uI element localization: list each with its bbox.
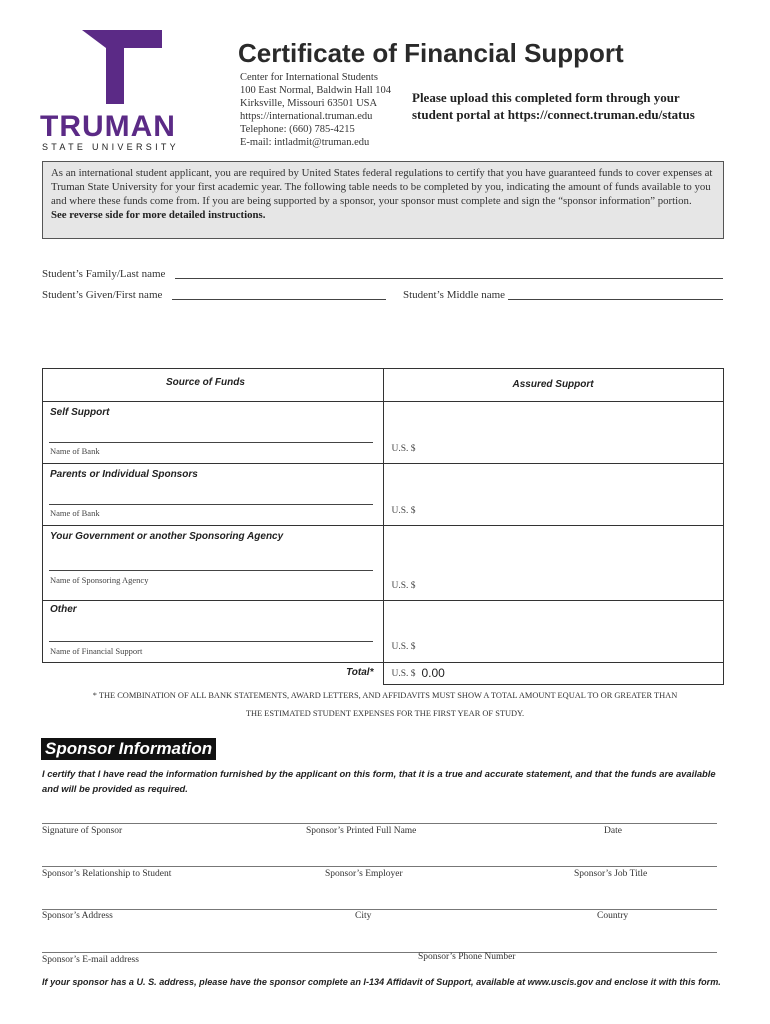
category-label: Other bbox=[50, 604, 77, 615]
logo-wordmark: TRUMAN bbox=[40, 110, 176, 143]
city-label: City bbox=[355, 911, 372, 921]
cert-line: I certify that I have read the information furnished by the applicant on this form, that it is a true and accurate statement, and that the funds are available bbox=[42, 768, 716, 779]
funds-table bbox=[42, 368, 724, 685]
self-support-amount[interactable] bbox=[384, 402, 724, 464]
header-source bbox=[43, 369, 384, 402]
phone-label: Sponsor’s Phone Number bbox=[418, 952, 516, 962]
bank-name-field[interactable] bbox=[49, 504, 373, 505]
financial-support-name-field[interactable] bbox=[49, 641, 373, 642]
cert-line: and will be provided as required. bbox=[42, 783, 188, 794]
note-line: * THE COMBINATION OF ALL BANK STATEMENTS, AWARD LETTERS, AND AFFIDAVITS MUST SHOW A TOTAL AMOUNT EQUAL TO OR GREATER THAN bbox=[92, 691, 678, 700]
other-amount[interactable] bbox=[384, 601, 724, 663]
sponsor-certification bbox=[42, 766, 732, 796]
family-name-label: Student’s Family/Last name bbox=[42, 268, 166, 280]
relationship-line[interactable] bbox=[42, 866, 717, 867]
currency-label: U.S. $ bbox=[391, 506, 416, 516]
note-line: THE ESTIMATED STUDENT EXPENSES FOR THE FIRST YEAR OF STUDY. bbox=[245, 709, 525, 718]
agency-name-field[interactable] bbox=[49, 570, 373, 571]
page-title: Certificate of Financial Support bbox=[238, 38, 624, 68]
total-label-cell bbox=[43, 663, 384, 685]
field-label: Name of Bank bbox=[50, 508, 100, 518]
category-label: Self Support bbox=[50, 407, 110, 418]
logo-subword: STATE UNIVERSITY bbox=[42, 142, 179, 152]
government-source bbox=[43, 526, 384, 601]
logo-t-stem bbox=[106, 48, 124, 104]
address-line: Telephone: (660) 785-4215 bbox=[240, 124, 355, 135]
total-amount[interactable] bbox=[384, 663, 724, 685]
signature-line[interactable] bbox=[42, 823, 717, 824]
header-support bbox=[384, 369, 724, 402]
col-source-label: Source of Funds bbox=[166, 377, 245, 388]
address-line[interactable] bbox=[42, 909, 717, 910]
logo-t-top bbox=[82, 30, 162, 48]
footer-note: If your sponsor has a U. S. address, please have the sponsor complete an I-134 Affidavit of Support, available at www.uscis.gov and enclose it with this form. bbox=[42, 977, 721, 987]
address-line: E-mail: intladmit@truman.edu bbox=[240, 137, 370, 148]
self-support-source bbox=[43, 402, 384, 464]
email-label: Sponsor’s E-mail address bbox=[42, 955, 139, 965]
signature-label: Signature of Sponsor bbox=[42, 826, 123, 836]
truman-logo bbox=[40, 30, 190, 155]
other-source bbox=[43, 601, 384, 663]
upload-line: student portal at https://connect.truman.edu/status bbox=[412, 107, 695, 122]
total-label: Total* bbox=[346, 667, 374, 678]
intro-box bbox=[42, 161, 724, 239]
total-note bbox=[40, 687, 730, 723]
address-line: https://international.truman.edu bbox=[240, 111, 373, 122]
middle-name-field[interactable] bbox=[508, 287, 723, 300]
address-line: 100 East Normal, Baldwin Hall 104 bbox=[240, 85, 392, 96]
sponsor-heading: Sponsor Information bbox=[41, 738, 216, 760]
government-amount[interactable] bbox=[384, 526, 724, 601]
bank-name-field[interactable] bbox=[49, 442, 373, 443]
intro-text: As an international student applicant, you are required by United States federal regulations to certify that you have guaranteed funds to cover expenses at Truman State University for your first academic year. The following table needs to be completed by you, indicating the amount of funds available to you and where these funds come from. If you are being supported by a sponsor, your sponsor must complete and sign the “sponsor information” portion. bbox=[51, 167, 713, 207]
relationship-label: Sponsor’s Relationship to Student bbox=[42, 869, 172, 879]
middle-name-label: Student’s Middle name bbox=[403, 289, 506, 301]
address-block bbox=[240, 71, 410, 149]
category-label: Your Government or another Sponsoring Agency bbox=[50, 531, 284, 542]
employer-label: Sponsor’s Employer bbox=[325, 869, 403, 879]
address-line: Kirksville, Missouri 63501 USA bbox=[240, 98, 378, 109]
sponsor-address-label: Sponsor’s Address bbox=[42, 911, 113, 921]
field-label: Name of Financial Support bbox=[50, 646, 143, 656]
currency-label: U.S. $ bbox=[391, 581, 416, 591]
category-label: Parents or Individual Sponsors bbox=[50, 469, 198, 480]
currency-label: U.S. $ bbox=[391, 642, 416, 652]
parents-source bbox=[43, 464, 384, 526]
upload-line: Please upload this completed form through your bbox=[412, 90, 680, 105]
total-value[interactable]: 0.00 bbox=[421, 666, 445, 680]
printed-name-label: Sponsor’s Printed Full Name bbox=[306, 826, 417, 836]
field-label: Name of Bank bbox=[50, 446, 100, 456]
address-line: Center for International Students bbox=[240, 72, 378, 83]
parents-amount[interactable] bbox=[384, 464, 724, 526]
field-label: Name of Sponsoring Agency bbox=[50, 575, 149, 585]
total-currency: U.S. $ bbox=[391, 669, 416, 679]
date-label: Date bbox=[604, 826, 622, 836]
intro-bold: See reverse side for more detailed instructions. bbox=[51, 209, 266, 221]
email-phone-line[interactable] bbox=[42, 952, 717, 953]
currency-label: U.S. $ bbox=[391, 444, 416, 454]
upload-instructions bbox=[412, 89, 732, 123]
family-name-field[interactable] bbox=[175, 266, 723, 279]
given-name-field[interactable] bbox=[172, 287, 386, 300]
given-name-label: Student’s Given/First name bbox=[42, 289, 163, 301]
job-title-label: Sponsor’s Job Title bbox=[574, 869, 648, 879]
col-support-label: Assured Support bbox=[512, 379, 594, 390]
country-label: Country bbox=[597, 911, 629, 921]
